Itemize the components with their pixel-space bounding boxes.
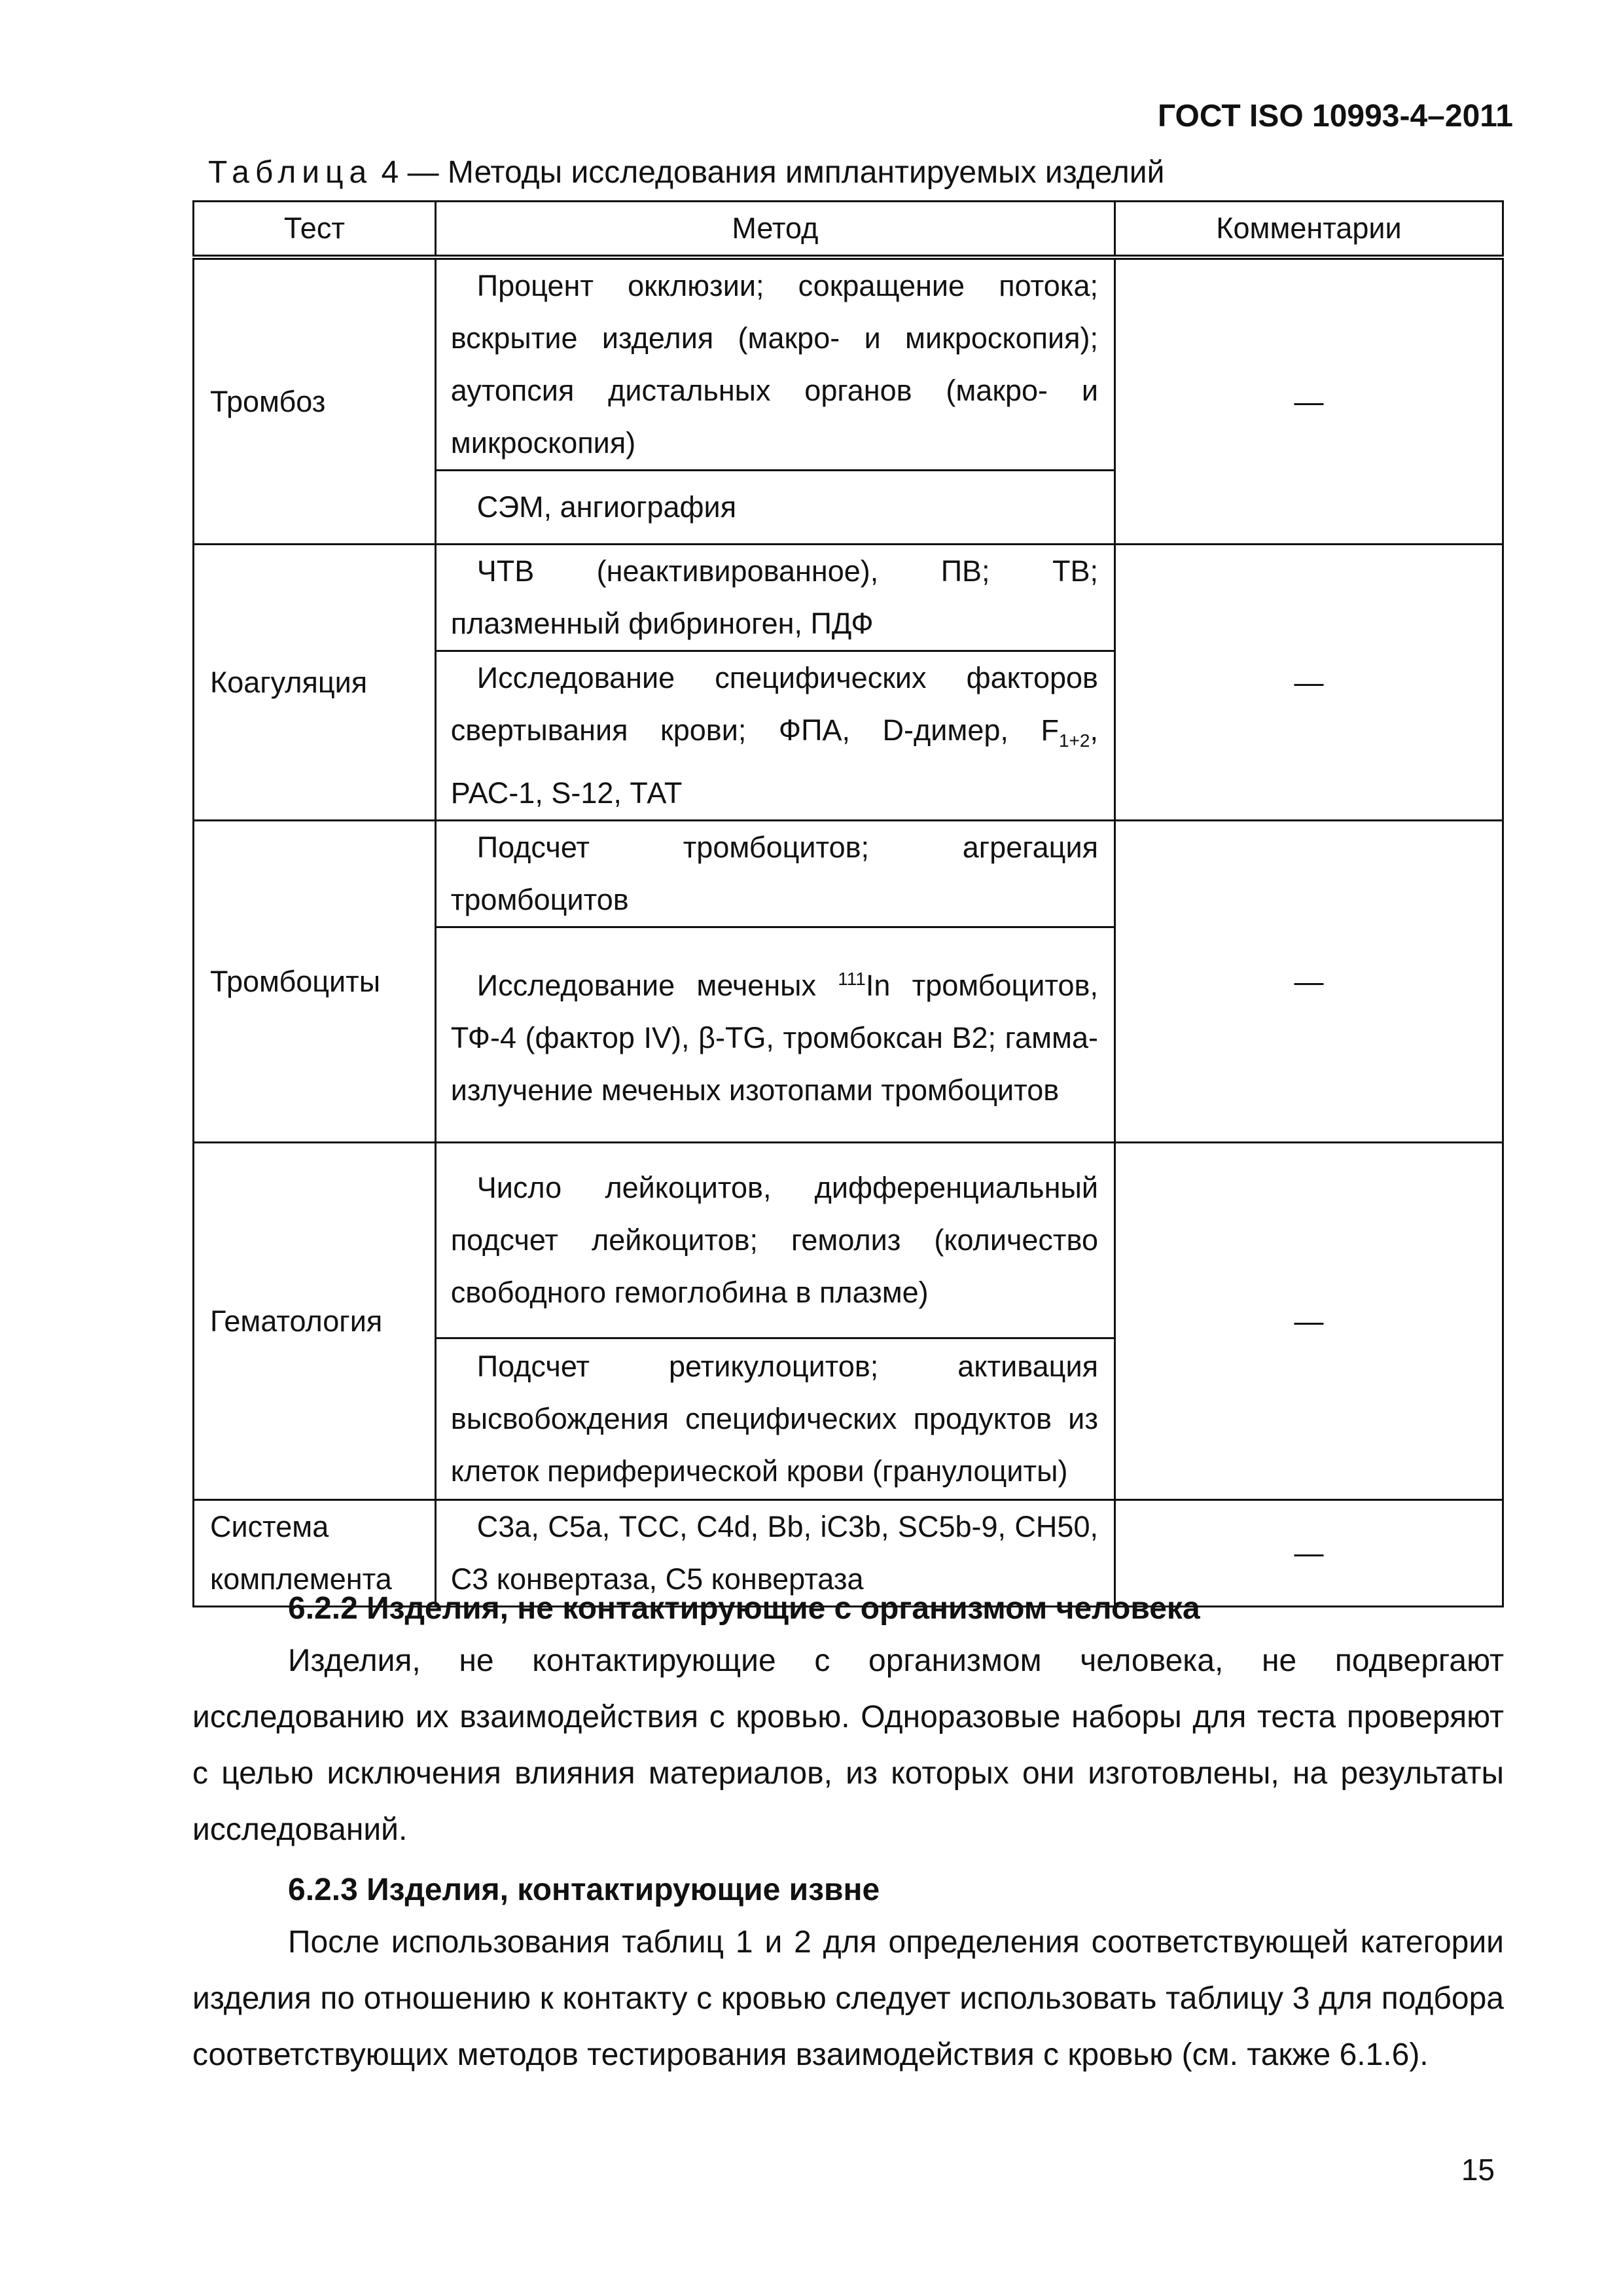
method-text: Подсчет тромбоцитов; агрегация тромбоцитов (450, 831, 1098, 916)
test-text: Система (210, 1510, 329, 1543)
caption-title: — Методы исследования имплантируемых изделий (407, 155, 1165, 190)
header-method: Метод (435, 202, 1115, 258)
document-id: ГОСТ ISO 10993-4–2011 (1157, 99, 1513, 134)
method-cell (435, 1143, 1115, 1338)
method-text: ЧТВ (неактивированное), ПВ; ТВ; плазменный фибриноген, ПДФ (450, 554, 1098, 640)
method-text: С3а, С5а, ТСС, С4d, Bb, iC3b, SC5b-9, CH50, С3 конвертаза, С5 конвертаза (450, 1510, 1098, 1596)
method-cell (435, 471, 1115, 545)
method-cell (435, 257, 1115, 471)
method-cell (435, 1338, 1115, 1500)
comment-cell: — (1115, 821, 1503, 1143)
section-paragraph: После использования таблиц 1 и 2 для определения соответствующей категории изделия по отношению к контакту с кровью следует использовать таблицу 3 для подбора соответствующих методов тестирования взаимодействия с кровью (см. также 6.1.6). (192, 1925, 1504, 2072)
method-cell (435, 651, 1115, 821)
method-cell (435, 821, 1115, 927)
table-caption (208, 154, 1164, 190)
comment-cell: — (1115, 545, 1503, 821)
table-row (194, 1143, 1503, 1338)
section-6-2-2 (192, 1590, 1504, 1858)
comment-cell: — (1115, 257, 1503, 545)
method-text: Подсчет ретикулоцитов; активация высвобождения специфических продуктов из клеток периферической крови (гранулоциты) (450, 1350, 1098, 1488)
method-text: In тромбоцитов, ТФ-4 (фактор IV), β-TG, тромбоксан В2; гамма-излучение меченых изотопами тромбоцитов (450, 969, 1098, 1107)
table-row (194, 257, 1503, 471)
test-cell: Тромбоз (194, 257, 436, 545)
comment-cell: — (1115, 1143, 1503, 1500)
section-title: 6.2.3 Изделия, контактирующие извне (288, 1873, 880, 1907)
header-test: Тест (194, 202, 436, 258)
test-cell: Коагуляция (194, 545, 436, 821)
table-row (194, 821, 1503, 927)
section-paragraph: Изделия, не контактирующие с организмом человека, не подвергают исследованию их взаимодействия с кровью. Одноразовые наборы для теста проверяют с целью исключения влияния материалов, из которых они изготовлены, на результаты исследований. (192, 1643, 1504, 1847)
page-number: 15 (1461, 2153, 1495, 2187)
subscript: 1+2 (1058, 730, 1090, 751)
methods-table (192, 200, 1504, 1607)
method-text: Процент окклюзии; сокращение потока; вскрытие изделия (макро- и микроскопия); аутопсия дистальных органов (макро- и микроскопия) (450, 269, 1098, 459)
test-text: комплемента (210, 1562, 392, 1596)
method-text: Исследование меченых (476, 969, 838, 1002)
method-text: , РАС-1, S-12, ТАТ (450, 713, 1098, 810)
method-text: Число лейкоцитов, дифференциальный подсчет лейкоцитов; гемолиз (количество свободного гемоглобина в плазме) (450, 1171, 1098, 1309)
test-cell: Тромбоциты (194, 821, 436, 1143)
method-text: Исследование специфических факторов свертывания крови; ФПА, D-димер, F (450, 661, 1098, 747)
header-comments: Комментарии (1115, 202, 1503, 258)
section-6-2-3 (192, 1872, 1504, 2083)
comment-cell: — (1115, 1500, 1503, 1607)
table-row (194, 545, 1503, 651)
method-text: СЭМ, ангиография (476, 490, 737, 524)
test-cell: Гематология (194, 1143, 436, 1500)
caption-label: Таблица (208, 155, 373, 190)
method-cell (435, 545, 1115, 651)
caption-number: 4 (381, 155, 399, 190)
section-title: 6.2.2 Изделия, не контактирующие с организмом человека (288, 1591, 1200, 1626)
table-header-row (194, 202, 1503, 258)
method-cell (435, 927, 1115, 1143)
superscript: 111 (838, 969, 866, 989)
